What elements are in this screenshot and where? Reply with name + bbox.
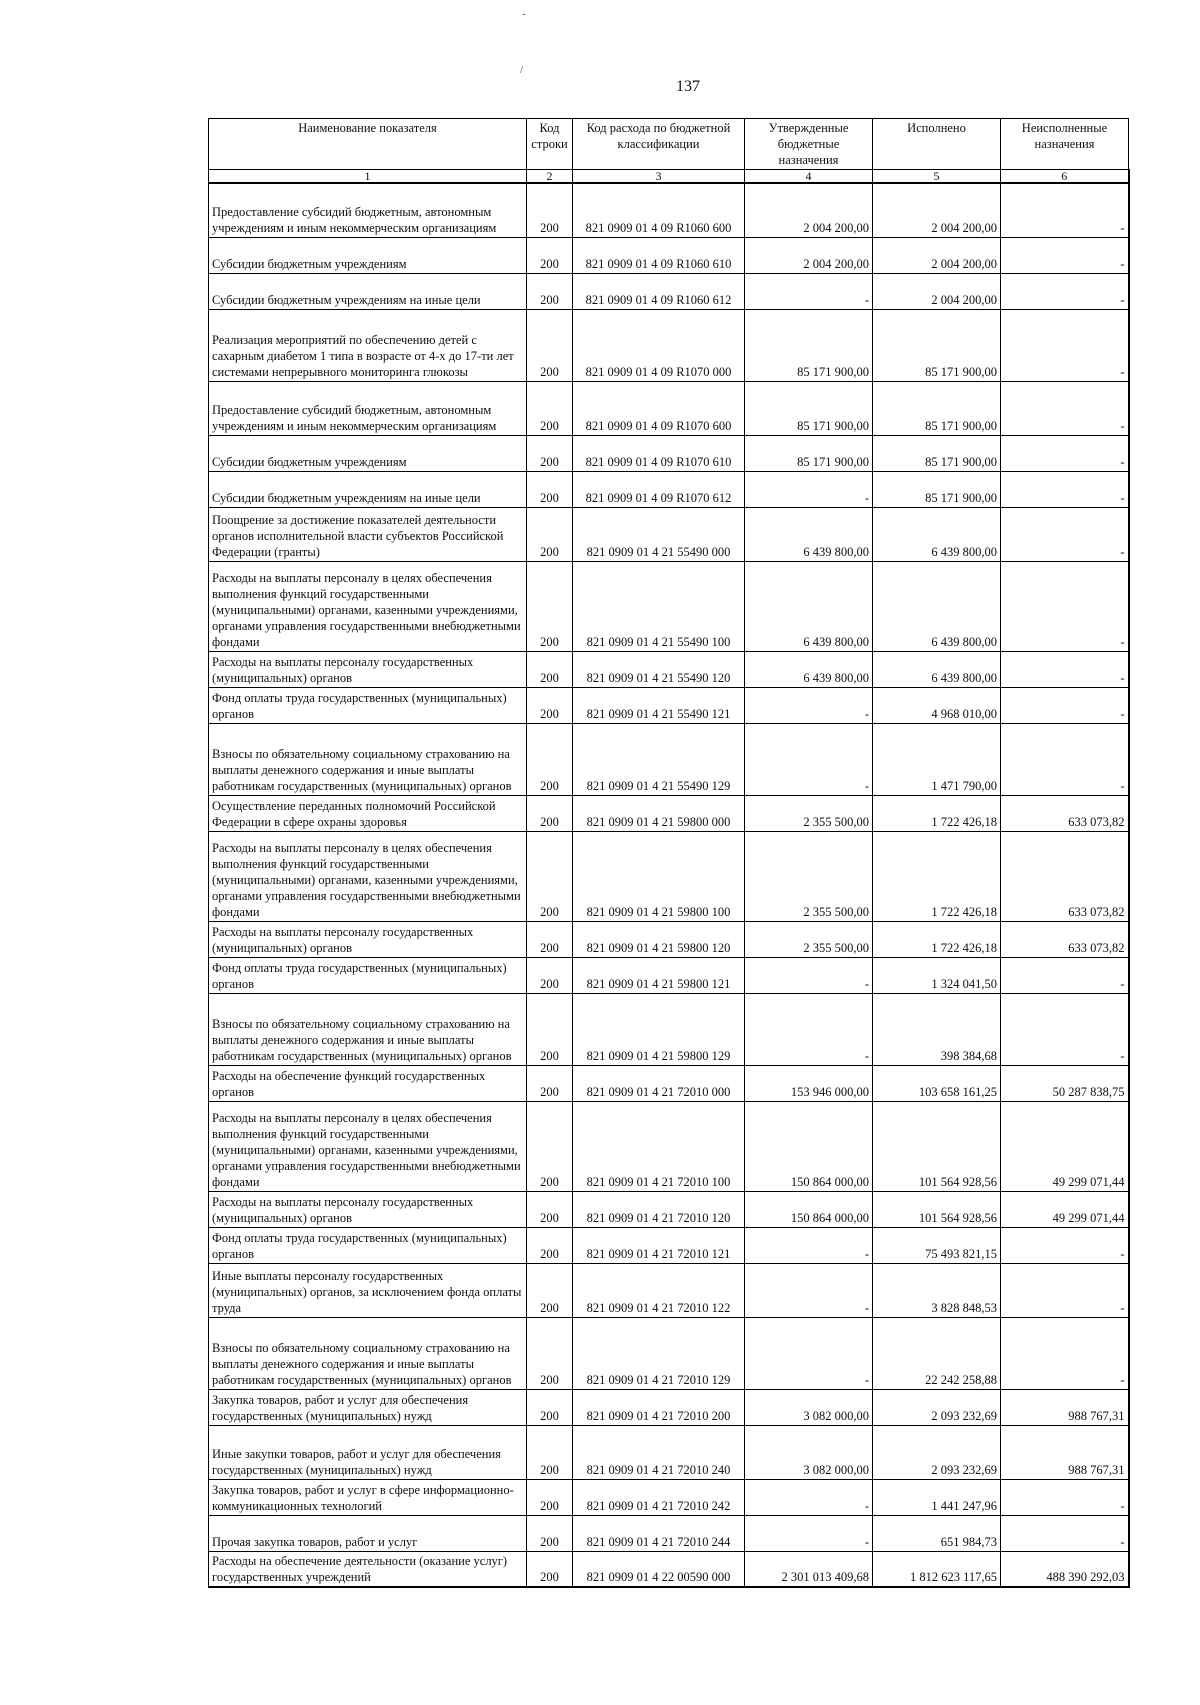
header-executed: Исполнено (873, 119, 1001, 170)
row-executed: 1 722 426,18 (873, 921, 1001, 957)
row-code: 200 (527, 1317, 573, 1389)
row-approved: 6 439 800,00 (745, 507, 873, 561)
row-code: 200 (527, 1191, 573, 1227)
row-code: 200 (527, 687, 573, 723)
column-number: 3 (573, 170, 745, 184)
row-approved: 153 946 000,00 (745, 1065, 873, 1101)
row-code: 200 (527, 993, 573, 1065)
row-approved: 2 004 200,00 (745, 183, 873, 237)
row-approved: 85 171 900,00 (745, 309, 873, 381)
table-row (209, 507, 1129, 561)
row-unexecuted: - (1001, 1263, 1129, 1317)
table-row (209, 957, 1129, 993)
row-name: Закупка товаров, работ и услуг для обеспечения государственных (муниципальных) нужд (209, 1389, 527, 1425)
row-executed: 75 493 821,15 (873, 1227, 1001, 1263)
scan-mark: ˘ (522, 12, 526, 24)
row-name: Расходы на обеспечение деятельности (оказание услуг) государственных учреждений (209, 1551, 527, 1587)
row-code: 200 (527, 471, 573, 507)
row-name: Фонд оплаты труда государственных (муниципальных) органов (209, 957, 527, 993)
table-row (209, 1515, 1129, 1551)
row-executed: 6 439 800,00 (873, 561, 1001, 651)
table-row (209, 1425, 1129, 1479)
row-unexecuted: - (1001, 273, 1129, 309)
row-name: Расходы на выплаты персоналу государственных (муниципальных) органов (209, 651, 527, 687)
row-unexecuted: - (1001, 1479, 1129, 1515)
row-code: 200 (527, 1389, 573, 1425)
row-code: 200 (527, 795, 573, 831)
row-unexecuted: - (1001, 651, 1129, 687)
row-classification: 821 0909 01 4 21 72010 000 (573, 1065, 745, 1101)
row-classification: 821 0909 01 4 21 59800 121 (573, 957, 745, 993)
row-code: 200 (527, 1425, 573, 1479)
row-code: 200 (527, 183, 573, 237)
row-code: 200 (527, 381, 573, 435)
row-approved: 6 439 800,00 (745, 651, 873, 687)
table-row (209, 309, 1129, 381)
row-classification: 821 0909 01 4 21 72010 240 (573, 1425, 745, 1479)
row-classification: 821 0909 01 4 09 R1070 600 (573, 381, 745, 435)
table-row (209, 795, 1129, 831)
row-unexecuted: - (1001, 561, 1129, 651)
row-unexecuted: 988 767,31 (1001, 1389, 1129, 1425)
row-approved: 2 355 500,00 (745, 795, 873, 831)
row-code: 200 (527, 1515, 573, 1551)
row-classification: 821 0909 01 4 09 R1060 600 (573, 183, 745, 237)
row-classification: 821 0909 01 4 21 59800 000 (573, 795, 745, 831)
header-classification: Код расхода по бюджетной классификации (573, 119, 745, 170)
row-name: Расходы на выплаты персоналу государственных (муниципальных) органов (209, 1191, 527, 1227)
scan-mark: / (520, 64, 524, 76)
row-unexecuted: 49 299 071,44 (1001, 1191, 1129, 1227)
row-executed: 2 004 200,00 (873, 237, 1001, 273)
row-code: 200 (527, 1551, 573, 1587)
row-unexecuted: 633 073,82 (1001, 921, 1129, 957)
row-executed: 2 093 232,69 (873, 1425, 1001, 1479)
row-classification: 821 0909 01 4 21 72010 120 (573, 1191, 745, 1227)
row-approved: 85 171 900,00 (745, 435, 873, 471)
row-unexecuted: - (1001, 237, 1129, 273)
row-executed: 1 471 790,00 (873, 723, 1001, 795)
row-unexecuted: 49 299 071,44 (1001, 1101, 1129, 1191)
row-unexecuted: - (1001, 381, 1129, 435)
row-name: Фонд оплаты труда государственных (муниципальных) органов (209, 687, 527, 723)
table-row (209, 435, 1129, 471)
table-row (209, 651, 1129, 687)
row-code: 200 (527, 1479, 573, 1515)
header-unexecuted: Неисполненные назначения (1001, 119, 1129, 170)
row-classification: 821 0909 01 4 21 55490 120 (573, 651, 745, 687)
row-approved: - (745, 471, 873, 507)
row-unexecuted: 633 073,82 (1001, 795, 1129, 831)
table-row (209, 273, 1129, 309)
column-number: 5 (873, 170, 1001, 184)
header-row-code: Код строки (527, 119, 573, 170)
row-executed: 651 984,73 (873, 1515, 1001, 1551)
row-code: 200 (527, 921, 573, 957)
column-number: 6 (1001, 170, 1129, 184)
row-code: 200 (527, 507, 573, 561)
table-row (209, 1317, 1129, 1389)
row-classification: 821 0909 01 4 09 R1070 000 (573, 309, 745, 381)
row-classification: 821 0909 01 4 09 R1060 610 (573, 237, 745, 273)
row-approved: 2 355 500,00 (745, 831, 873, 921)
row-code: 200 (527, 1263, 573, 1317)
table-row (209, 1263, 1129, 1317)
column-number-row (209, 170, 1129, 184)
column-number: 2 (527, 170, 573, 184)
row-unexecuted: 488 390 292,03 (1001, 1551, 1129, 1587)
row-unexecuted: 633 073,82 (1001, 831, 1129, 921)
table-row (209, 183, 1129, 237)
row-executed: 2 004 200,00 (873, 183, 1001, 237)
table-row (209, 1389, 1129, 1425)
table-row (209, 1191, 1129, 1227)
row-approved: - (745, 687, 873, 723)
row-name: Субсидии бюджетным учреждениям на иные цели (209, 273, 527, 309)
row-classification: 821 0909 01 4 22 00590 000 (573, 1551, 745, 1587)
row-approved: - (745, 1263, 873, 1317)
row-executed: 1 441 247,96 (873, 1479, 1001, 1515)
row-executed: 1 722 426,18 (873, 831, 1001, 921)
row-executed: 3 828 848,53 (873, 1263, 1001, 1317)
column-number: 4 (745, 170, 873, 184)
table-row (209, 381, 1129, 435)
table-row (209, 723, 1129, 795)
row-classification: 821 0909 01 4 21 59800 129 (573, 993, 745, 1065)
row-executed: 101 564 928,56 (873, 1191, 1001, 1227)
row-approved: 6 439 800,00 (745, 561, 873, 651)
row-unexecuted: - (1001, 309, 1129, 381)
row-classification: 821 0909 01 4 21 55490 129 (573, 723, 745, 795)
row-code: 200 (527, 237, 573, 273)
row-code: 200 (527, 1065, 573, 1101)
row-approved: 2 004 200,00 (745, 237, 873, 273)
row-classification: 821 0909 01 4 21 55490 100 (573, 561, 745, 651)
row-classification: 821 0909 01 4 09 R1070 612 (573, 471, 745, 507)
row-approved: - (745, 957, 873, 993)
row-classification: 821 0909 01 4 21 55490 000 (573, 507, 745, 561)
row-classification: 821 0909 01 4 21 72010 121 (573, 1227, 745, 1263)
row-approved: - (745, 993, 873, 1065)
row-classification: 821 0909 01 4 21 55490 121 (573, 687, 745, 723)
row-name: Взносы по обязательному социальному страхованию на выплаты денежного содержания и иные выплаты работникам государственных (муниципальных) органов (209, 723, 527, 795)
row-classification: 821 0909 01 4 21 72010 100 (573, 1101, 745, 1191)
row-executed: 22 242 258,88 (873, 1317, 1001, 1389)
table-row (209, 993, 1129, 1065)
row-approved: 2 355 500,00 (745, 921, 873, 957)
row-unexecuted: - (1001, 507, 1129, 561)
row-unexecuted: - (1001, 1515, 1129, 1551)
row-unexecuted: 50 287 838,75 (1001, 1065, 1129, 1101)
row-code: 200 (527, 957, 573, 993)
row-unexecuted: - (1001, 1317, 1129, 1389)
row-unexecuted: 988 767,31 (1001, 1425, 1129, 1479)
row-code: 200 (527, 831, 573, 921)
row-name: Взносы по обязательному социальному страхованию на выплаты денежного содержания и иные выплаты работникам государственных (муниципальных) органов (209, 993, 527, 1065)
table-row (209, 687, 1129, 723)
row-unexecuted: - (1001, 957, 1129, 993)
row-name: Расходы на выплаты персоналу в целях обеспечения выполнения функций государственными (муниципальными) органами, казенными учреждениями, органами управления государственными внебюджетными фондами (209, 561, 527, 651)
table-row (209, 921, 1129, 957)
row-code: 200 (527, 273, 573, 309)
row-unexecuted: - (1001, 471, 1129, 507)
row-code: 200 (527, 309, 573, 381)
row-approved: - (745, 1479, 873, 1515)
row-executed: 85 171 900,00 (873, 435, 1001, 471)
row-name: Субсидии бюджетным учреждениям на иные цели (209, 471, 527, 507)
row-executed: 103 658 161,25 (873, 1065, 1001, 1101)
row-code: 200 (527, 561, 573, 651)
row-name: Прочая закупка товаров, работ и услуг (209, 1515, 527, 1551)
row-executed: 85 171 900,00 (873, 471, 1001, 507)
row-approved: - (745, 273, 873, 309)
row-name: Взносы по обязательному социальному страхованию на выплаты денежного содержания и иные выплаты работникам государственных (муниципальных) органов (209, 1317, 527, 1389)
header-name: Наименование показателя (209, 119, 527, 170)
row-approved: 85 171 900,00 (745, 381, 873, 435)
row-executed: 1 324 041,50 (873, 957, 1001, 993)
row-classification: 821 0909 01 4 21 72010 242 (573, 1479, 745, 1515)
row-name: Предоставление субсидий бюджетным, автономным учреждениям и иным некоммерческим организациям (209, 381, 527, 435)
row-approved: 2 301 013 409,68 (745, 1551, 873, 1587)
row-executed: 4 968 010,00 (873, 687, 1001, 723)
row-approved: - (745, 1317, 873, 1389)
row-classification: 821 0909 01 4 21 72010 244 (573, 1515, 745, 1551)
row-name: Иные выплаты персоналу государственных (муниципальных) органов, за исключением фонда оплаты труда (209, 1263, 527, 1317)
row-code: 200 (527, 435, 573, 471)
budget-execution-table (208, 118, 1130, 1588)
table-row (209, 1065, 1129, 1101)
table-row (209, 1479, 1129, 1515)
row-name: Расходы на обеспечение функций государственных органов (209, 1065, 527, 1101)
row-executed: 1 722 426,18 (873, 795, 1001, 831)
row-approved: 150 864 000,00 (745, 1191, 873, 1227)
row-classification: 821 0909 01 4 21 72010 122 (573, 1263, 745, 1317)
column-number: 1 (209, 170, 527, 184)
table-row (209, 1227, 1129, 1263)
row-executed: 2 004 200,00 (873, 273, 1001, 309)
header-approved: Утвержденные бюджетные назначения (745, 119, 873, 170)
row-approved: - (745, 1515, 873, 1551)
table-header-row (209, 119, 1129, 170)
row-unexecuted: - (1001, 993, 1129, 1065)
row-executed: 101 564 928,56 (873, 1101, 1001, 1191)
row-name: Предоставление субсидий бюджетным, автономным учреждениям и иным некоммерческим организациям (209, 183, 527, 237)
row-name: Иные закупки товаров, работ и услуг для обеспечения государственных (муниципальных) нужд (209, 1425, 527, 1479)
row-approved: - (745, 1227, 873, 1263)
row-code: 200 (527, 723, 573, 795)
row-name: Расходы на выплаты персоналу в целях обеспечения выполнения функций государственными (муниципальными) органами, казенными учреждениями, органами управления государственными внебюджетными фондами (209, 831, 527, 921)
table-row (209, 237, 1129, 273)
row-name: Осуществление переданных полномочий Российской Федерации в сфере охраны здоровья (209, 795, 527, 831)
row-approved: 150 864 000,00 (745, 1101, 873, 1191)
row-executed: 1 812 623 117,65 (873, 1551, 1001, 1587)
row-name: Субсидии бюджетным учреждениям (209, 237, 527, 273)
row-name: Фонд оплаты труда государственных (муниципальных) органов (209, 1227, 527, 1263)
table-row (209, 831, 1129, 921)
table-row (209, 471, 1129, 507)
row-classification: 821 0909 01 4 09 R1070 610 (573, 435, 745, 471)
row-unexecuted: - (1001, 183, 1129, 237)
row-executed: 2 093 232,69 (873, 1389, 1001, 1425)
row-unexecuted: - (1001, 435, 1129, 471)
row-code: 200 (527, 1227, 573, 1263)
page-number: 137 (676, 78, 700, 95)
row-classification: 821 0909 01 4 21 72010 200 (573, 1389, 745, 1425)
table-row (209, 1551, 1129, 1587)
row-name: Поощрение за достижение показателей деятельности органов исполнительной власти субъектов Российской Федерации (гранты) (209, 507, 527, 561)
table-row (209, 1101, 1129, 1191)
row-classification: 821 0909 01 4 09 R1060 612 (573, 273, 745, 309)
row-code: 200 (527, 651, 573, 687)
row-executed: 398 384,68 (873, 993, 1001, 1065)
row-executed: 6 439 800,00 (873, 507, 1001, 561)
row-classification: 821 0909 01 4 21 59800 120 (573, 921, 745, 957)
row-name: Реализация мероприятий по обеспечению детей с сахарным диабетом 1 типа в возрасте от 4-х до 17-ти лет системами непрерывного мониторинга глюкозы (209, 309, 527, 381)
row-name: Расходы на выплаты персоналу государственных (муниципальных) органов (209, 921, 527, 957)
row-executed: 85 171 900,00 (873, 381, 1001, 435)
row-name: Субсидии бюджетным учреждениям (209, 435, 527, 471)
row-approved: 3 082 000,00 (745, 1389, 873, 1425)
row-unexecuted: - (1001, 1227, 1129, 1263)
row-classification: 821 0909 01 4 21 72010 129 (573, 1317, 745, 1389)
row-approved: 3 082 000,00 (745, 1425, 873, 1479)
row-code: 200 (527, 1101, 573, 1191)
row-executed: 6 439 800,00 (873, 651, 1001, 687)
row-unexecuted: - (1001, 723, 1129, 795)
row-unexecuted: - (1001, 687, 1129, 723)
row-name: Расходы на выплаты персоналу в целях обеспечения выполнения функций государственными (муниципальными) органами, казенными учреждениями, органами управления государственными внебюджетными фондами (209, 1101, 527, 1191)
row-name: Закупка товаров, работ и услуг в сфере информационно-коммуникационных технологий (209, 1479, 527, 1515)
table-row (209, 561, 1129, 651)
row-classification: 821 0909 01 4 21 59800 100 (573, 831, 745, 921)
row-executed: 85 171 900,00 (873, 309, 1001, 381)
row-approved: - (745, 723, 873, 795)
